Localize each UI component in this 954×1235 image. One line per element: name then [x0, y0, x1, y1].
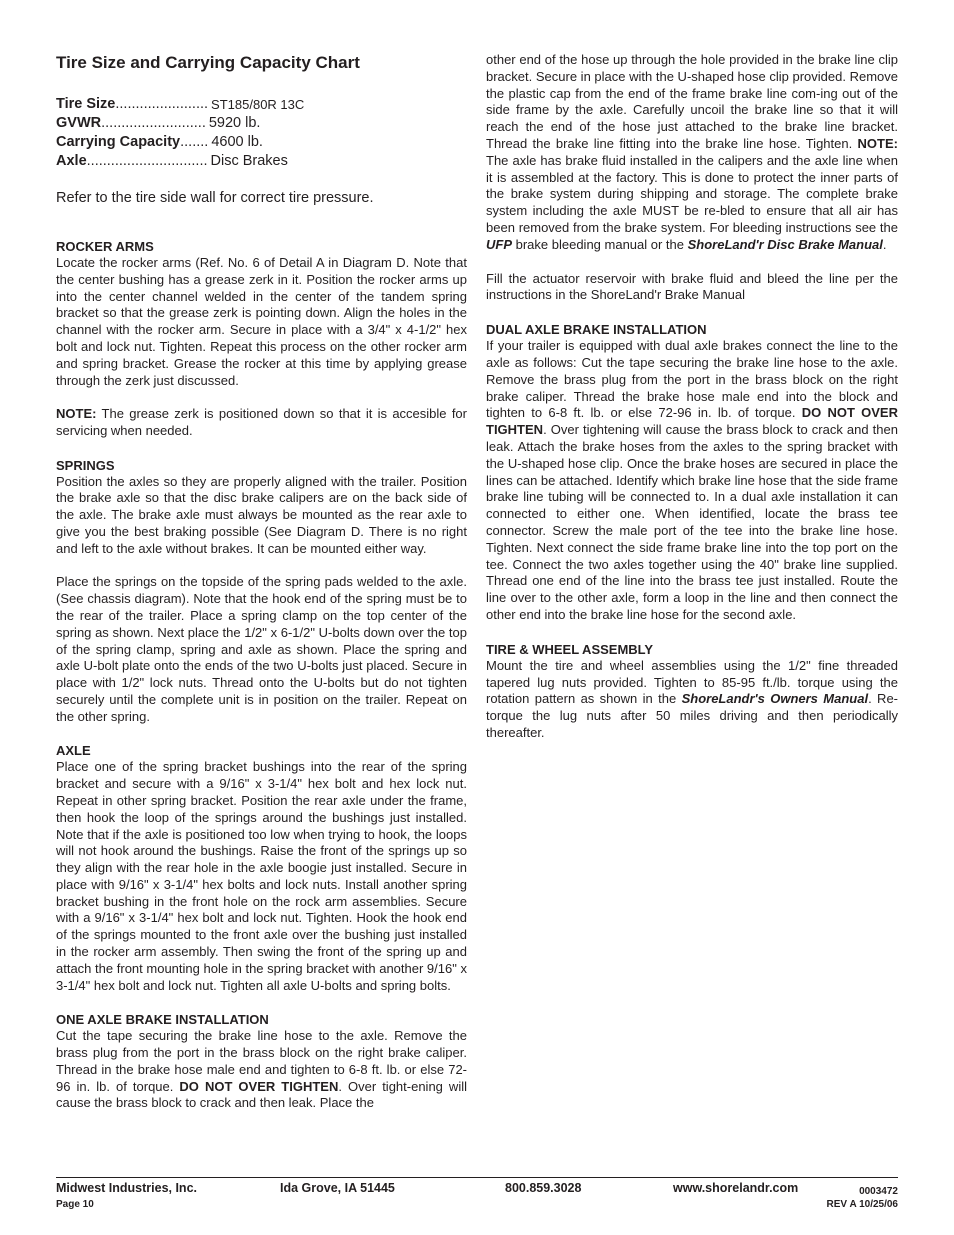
spec-value: 5920 lb. — [208, 115, 261, 131]
spec-row-gvwr — [56, 114, 467, 133]
tire-wheel-paragraph — [486, 658, 898, 742]
spec-value: ST185/80R 13C — [211, 97, 305, 112]
footer-website: www.shorelandr.com — [673, 1181, 799, 1195]
note-label: NOTE: — [56, 406, 97, 422]
text-run: If your trailer is equipped with dual axle brakes connect the line to the axle as follows: Cut the tape securing the brake line hose to the axle. Remove the brass plug from the port in the brass block on the right brake caliper. Thread the brake hose male end into the block and tighten to 6-8 ft. lb. or else 72-96 in. lb. of torque. — [486, 338, 898, 421]
spec-row-carrying-capacity — [56, 133, 467, 152]
spec-leader: .............................. — [86, 153, 208, 169]
spec-value: 4600 lb. — [211, 134, 263, 150]
spec-label: Carrying Capacity — [56, 134, 181, 150]
tire-pressure-note: Refer to the tire side wall for correct tire pressure. — [56, 190, 374, 206]
springs-paragraph-2: Place the springs on the topside of the spring pads welded to the axle. (See chassis diagram). Note that the hook end of the spring must be to the rear of the trailer. Place a spring clamp on the top center of the spring as shown. Next place the 1/2" x 6-1/2" U-bolts down over the top of the spring clamp, spring and axle as shown. Place the spring and axle U-bolt plate onto the ends of the two U-bolts just placed. Secure in place with 1/2" lock nuts. Thread onto the U-bolts but do not tighten securely until the complete unit is in position on the trailer. Repeat on the other spring. — [56, 574, 467, 724]
manual-reference: ShoreLand'r Disc Brake Manual — [687, 236, 883, 252]
footer-phone: 800.859.3028 — [505, 1181, 582, 1195]
footer-divider — [56, 1177, 898, 1178]
text-run: . Over tightening will cause the brass block to crack and then leak. Attach the brake hoses from the axles to the spring bracket with the U-shaped hose clip. Once the brake hoses are secured in place the lines can be attached. Identify which brake line hose that the side frame brake line tubing will be connected to. In a dual axle installation it can connected to either one. When identified, locate the brass tee connector. Screw the male port of the tee into the brake line hose. Tighten. Next connect the side frame brake line into the top port on the tee. Connect the two axles together using the 40" brake line supplied. Thread one end of the line into the brass tee just installed. Route the line over to the other axle, form a loop in the line and then connect the other end into the brake line hose for the second axle. — [486, 422, 898, 622]
note-text: The grease zerk is positioned down so that it is accesible for servicing when needed. — [56, 406, 467, 438]
note-label: NOTE: — [857, 135, 898, 151]
springs-heading: SPRINGS — [56, 457, 115, 473]
text-run: . Over tight-ening will cause the brass block to crack and then leak. Place the — [56, 1078, 467, 1111]
spec-label: Tire Size — [56, 96, 116, 112]
axle-paragraph: Place one of the spring bracket bushings into the rear of the spring bracket and secure with a 9/16" x 3-1/4" hex bolt and hex lock nut. Repeat in other spring bracket. Position the rear axle under the frame, then hook the loop of the springs around the bushings just installed. Note that if the axle is positioned too low when trying to hook, the loops will not hook around the bushings. Raise the front of the springs up so they align with the rear hole in the axle boogie just installed. Secure in place with 9/16" x 3-1/4" hex bolts and lock nuts. Install another spring bracket bushing in the front hole on the rock arm assemblies. Secure with a 9/16" x 3-1/4" hex bolt and lock nut. Tighten. Hook the hook end of the springs mounted to the front axle over the bushing just installed in the rocker arm assembly. Then swing the front of the spring up and attach the front mounting hole in the spring bracket with another 9/16" x 3-1/4" hex bolt and lock nut. Tighten all axle U-bolts and spring bolts. — [56, 759, 467, 993]
spec-leader: .......................... — [101, 115, 206, 131]
text-run: Cut the tape securing the brake line hose to the axle. Remove the brass plug from the port in the brass block on the right brake caliper. Thread in the brake hose male end and tighten to 6-8 ft. lb. or else 72-96 in. lb. of torque. — [56, 1028, 467, 1094]
text-run: . — [882, 236, 887, 252]
rocker-arms-heading: ROCKER ARMS — [56, 239, 154, 254]
spec-table — [56, 95, 467, 171]
one-axle-heading: ONE AXLE BRAKE INSTALLATION — [56, 1012, 269, 1028]
spec-label: GVWR — [56, 115, 102, 131]
text-run: brake bleeding manual or the — [512, 236, 688, 252]
one-axle-paragraph-start — [56, 1028, 467, 1112]
warning-text: DO NOT OVER TIGHTEN — [179, 1078, 339, 1094]
footer-revision: REV A 10/25/06 — [826, 1199, 898, 1210]
dual-axle-heading: DUAL AXLE BRAKE INSTALLATION — [486, 322, 707, 338]
footer-doc-number: 0003472 — [859, 1186, 898, 1197]
tire-wheel-heading: TIRE & WHEEL ASSEMBLY — [486, 641, 654, 657]
spec-leader: ....... — [180, 134, 209, 150]
dual-axle-paragraph — [486, 338, 898, 624]
footer-city: Ida Grove, IA 51445 — [280, 1181, 395, 1195]
one-axle-paragraph-continued — [486, 52, 898, 254]
spec-label: Axle — [56, 153, 87, 169]
spec-leader: ....................... — [115, 96, 209, 112]
manual-reference: UFP — [486, 236, 512, 252]
left-column — [56, 52, 467, 1112]
manual-reference: ShoreLandr's Owners Manual — [681, 691, 869, 707]
rocker-arms-paragraph: Locate the rocker arms (Ref. No. 6 of Detail A in Diagram D. Note that the center bushing has a grease zerk in it. Position the rocker arms up into the center channel welded in the center of the tandem spring bracket so that the grease zerk is pointing down. Align the holes in the channel with the rocker arm. Secure in place with a 3/4" x 4-1/2" hex bolt and lock nut. Tighten. Repeat this process on the other rocker arm and spring bracket. Grease the rocker at this time by applying grease through the zerk just discussed. — [56, 255, 467, 388]
spec-row-tire-size — [56, 95, 467, 114]
spec-row-axle — [56, 152, 467, 171]
text-run: other end of the hose up through the hole provided in the brake line clip bracket. Secure in place with the U-shaped hose clip provided. Remove the plastic cap from the end of the frame brake line com-ing out of the side frame by the axle. Carefully uncoil the brake line so that it will reach the end of the hose just attached to the brake line bracket. Thread the brake line fitting into the brake line hose. Tighten. — [486, 52, 898, 151]
axle-heading: AXLE — [56, 743, 91, 759]
springs-paragraph-1: Position the axles so they are properly aligned with the trailer. Position the brake axle so that the disc brake calipers are on the back side of the axle. The brake axle must always be mounted as the rear axle to give you the best braking possible (See Diagram D. There is no right and left to the axle without brakes. It can be mounted either way. — [56, 473, 467, 556]
page-title: Tire Size and Carrying Capacity Chart — [56, 53, 360, 72]
rocker-arms-note — [56, 406, 467, 440]
text-run: Mount the tire and wheel assemblies using the 1/2" fine threaded tapered lug nuts provided. Tighten to 85-95 ft./lb. torque using the rotation pattern as shown in the — [486, 657, 898, 707]
footer-company: Midwest Industries, Inc. — [56, 1181, 197, 1195]
warning-text: DO NOT OVER TIGHTEN — [486, 405, 898, 438]
spec-value: Disc Brakes — [210, 153, 288, 169]
fill-reservoir-paragraph: Fill the actuator reservoir with brake fluid and bleed the line per the instructions in the ShoreLand'r Brake Manual — [486, 270, 898, 303]
text-run: The axle has brake fluid installed in the calipers and the axle line when it is assembled at the factory. This is done to protect the inner parts of the brake system during shipping and storage. The complete brake system including the axle MUST be re-bled to ensure that all air has been removed from the brake system. For bleeding instructions see the — [486, 152, 898, 235]
footer-page-number: Page 10 — [56, 1199, 94, 1210]
right-column — [486, 52, 898, 742]
text-run: . Re-torque the lug nuts after 50 miles driving and then periodically thereafter. — [486, 691, 899, 740]
